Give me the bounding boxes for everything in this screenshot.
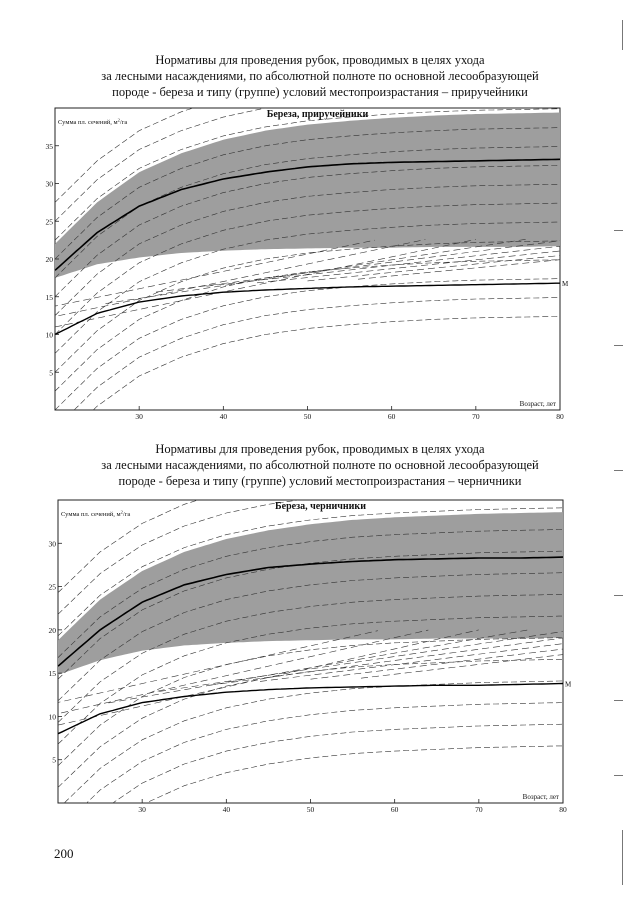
y-tick-label: 30 [48, 539, 56, 549]
y-tick-label: 25 [48, 582, 56, 592]
plot-area [0, 71, 640, 448]
caption-line: породе - береза и типу (группе) условий местопроизрастания – черничники [118, 474, 522, 488]
chart-title: Береза, приручейники [266, 109, 369, 120]
x-tick-label: 40 [219, 412, 228, 421]
y-axis-label-tail: /га [119, 119, 128, 126]
y-tick-label: 35 [45, 141, 53, 151]
x-tick-label: 80 [559, 805, 567, 814]
margin-tick [614, 700, 623, 701]
y-tick-label: 5 [49, 368, 53, 378]
y-tick-label: 15 [45, 292, 53, 302]
y-tick-label: 5 [52, 755, 56, 765]
m-series-label: M [562, 280, 569, 289]
caption-line: Нормативы для проведения рубок, проводимых в целях ухода [155, 442, 485, 456]
x-tick-label: 60 [387, 412, 396, 421]
x-tick-label: 50 [303, 412, 312, 421]
y-axis-label [58, 118, 127, 127]
x-tick-label: 50 [306, 805, 315, 814]
y-tick-label: 20 [45, 255, 53, 264]
y-tick-label: 15 [48, 669, 56, 679]
m-series-label: M [565, 680, 572, 689]
caption-line: за лесными насаждениями, по абсолютной полноте по основной лесообразующей [101, 69, 539, 83]
x-tick-label: 70 [475, 805, 483, 814]
page-number: 200 [54, 846, 74, 861]
y-tick-label: 20 [48, 625, 56, 635]
x-tick-label: 30 [135, 412, 143, 421]
y-axis-label-main: Сумма пл. сечений, м [61, 511, 121, 518]
chart-caption-2 [40, 441, 600, 489]
chart-chernichniki [0, 490, 640, 815]
margin-line [622, 830, 623, 885]
y-axis-label-sup: 2 [117, 117, 120, 123]
x-tick-label: 60 [390, 805, 399, 814]
y-tick-label: 10 [48, 712, 56, 722]
x-axis-label: Возраст, лет [519, 400, 556, 408]
caption-line: породе - береза и типу (группе) условий местопроизрастания – приручейники [112, 85, 528, 99]
chart-prirucheiniki [0, 100, 640, 420]
x-tick-label: 30 [138, 805, 146, 814]
y-tick-label: 25 [45, 217, 53, 227]
plot-area [0, 465, 640, 875]
margin-line [622, 20, 623, 50]
x-tick-label: 80 [556, 412, 564, 421]
caption-line: Нормативы для проведения рубок, проводимых в целях ухода [155, 53, 485, 67]
x-axis-label: Возраст, лет [522, 793, 559, 801]
y-axis-label-tail: /га [122, 511, 131, 518]
margin-tick [614, 775, 623, 776]
y-tick-label: 30 [45, 179, 53, 189]
y-axis-label [61, 510, 130, 519]
margin-tick [614, 230, 623, 231]
y-axis-label-sup: 2 [120, 509, 123, 515]
caption-line: за лесными насаждениями, по абсолютной полноте по основной лесообразующей [101, 458, 539, 472]
chart-title: Береза, черничники [275, 501, 366, 512]
y-axis-label-main: Сумма пл. сечений, м [58, 119, 118, 126]
margin-tick [614, 345, 623, 346]
margin-tick [614, 470, 623, 471]
margin-tick [614, 595, 623, 596]
x-tick-label: 40 [222, 805, 231, 814]
chart-caption-1 [40, 52, 600, 100]
x-tick-label: 70 [472, 412, 480, 421]
y-tick-label: 10 [45, 330, 53, 340]
